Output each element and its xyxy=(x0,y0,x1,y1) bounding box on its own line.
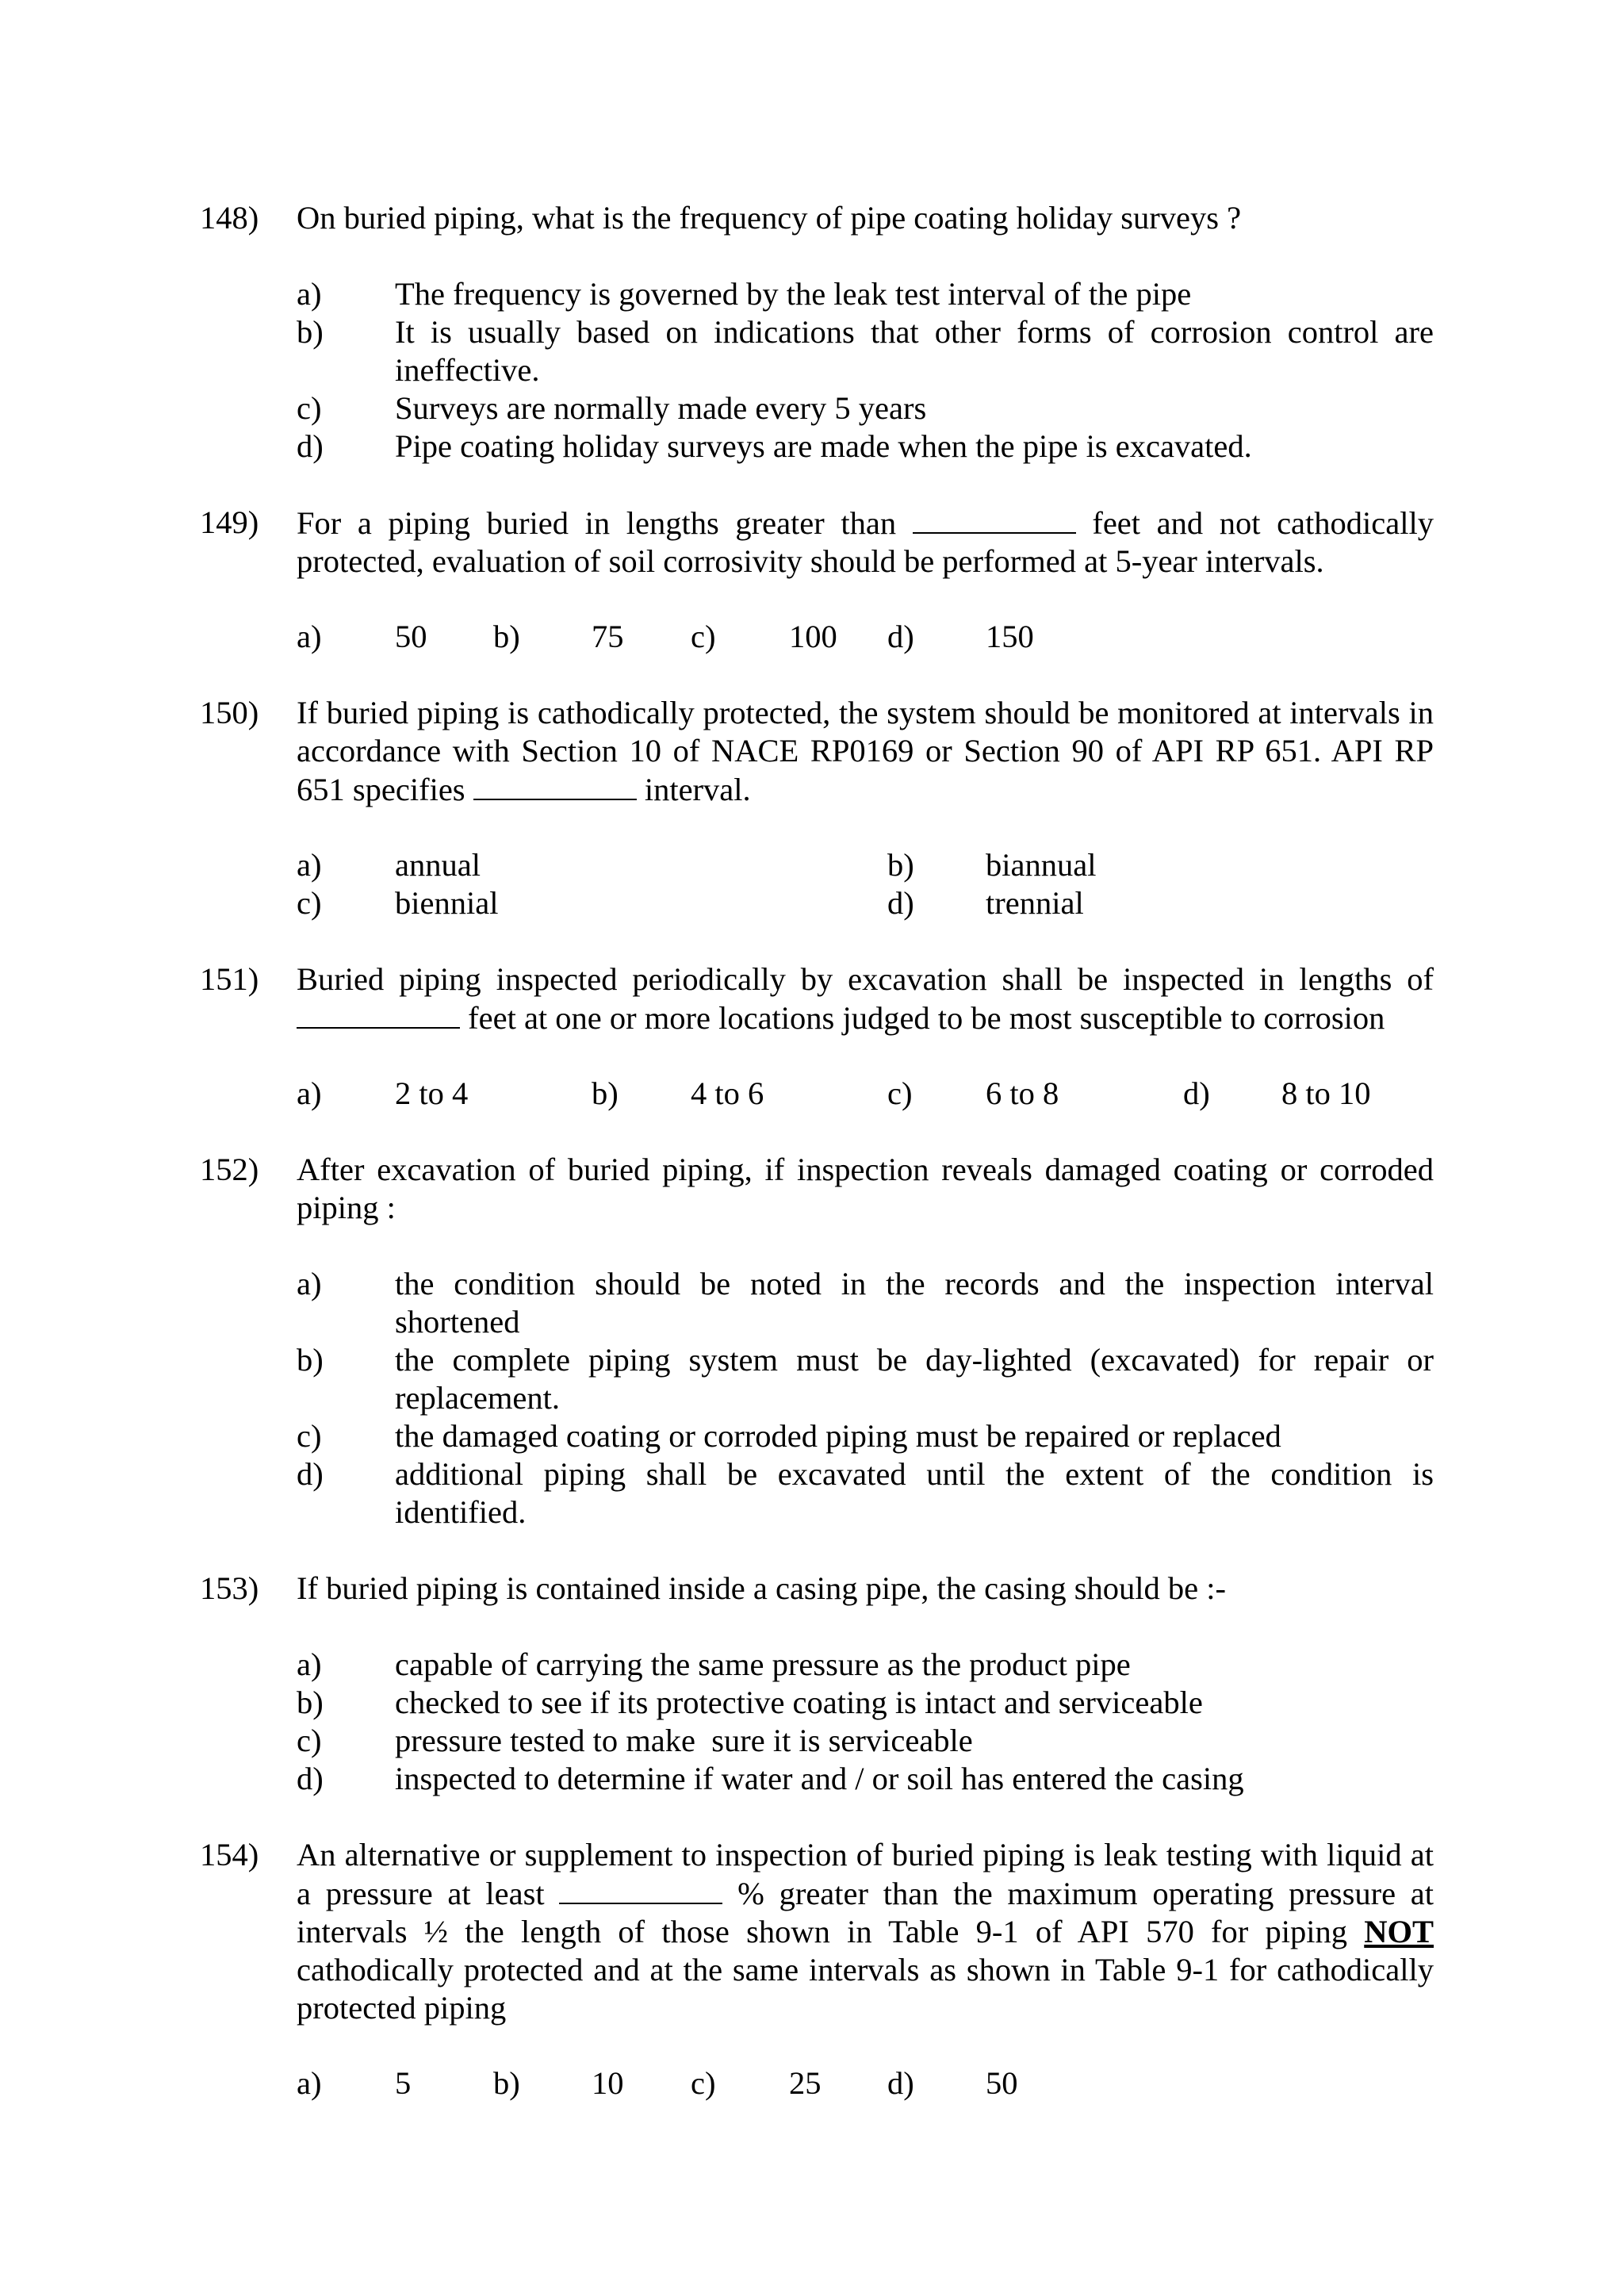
option-text: the condition should be noted in the records and the inspection interval shortened xyxy=(395,1266,1434,1340)
option-label: b) xyxy=(297,1685,324,1720)
option-text: It is usually based on indications that other forms of corrosion control are ineffective. xyxy=(395,314,1434,388)
option-text: Surveys are normally made every 5 years xyxy=(395,390,927,426)
emphasis-not: NOT xyxy=(1364,1914,1434,1949)
question-text: For a piping buried in lengths greater than feet and not cathodically protected, evaluation of soil corrosivity should be performed at 5-year intervals. xyxy=(297,505,1434,579)
option-label: d) xyxy=(297,428,324,464)
option-text: the damaged coating or corroded piping must be repaired or replaced xyxy=(395,1418,1281,1454)
option-text: checked to see if its protective coating is intact and serviceable xyxy=(395,1685,1203,1720)
question-text: Buried piping inspected periodically by excavation shall be inspected in lengths of feet at one or more locations judged to be most susceptible to corrosion xyxy=(297,961,1434,1036)
option-text: trennial xyxy=(986,885,1084,921)
option-label: c) xyxy=(297,885,322,921)
option-text: 75 xyxy=(592,619,624,654)
question-number: 153) xyxy=(200,1570,259,1606)
option-text: pressure tested to make sure it is serviceable xyxy=(395,1723,973,1758)
option-text: 25 xyxy=(789,2065,822,2101)
question-text: After excavation of buried piping, if inspection reveals damaged coating or corroded piping : xyxy=(297,1152,1434,1225)
option-label: a) xyxy=(297,1646,322,1682)
option-text: additional piping shall be excavated until the extent of the condition is identified. xyxy=(395,1456,1434,1530)
option-label: c) xyxy=(691,2065,716,2101)
question-number: 150) xyxy=(200,695,259,730)
option-label: b) xyxy=(592,1075,619,1111)
option-label: d) xyxy=(887,885,914,921)
question-text: On buried piping, what is the frequency of pipe coating holiday surveys ? xyxy=(297,200,1242,236)
option-text: 4 to 6 xyxy=(691,1075,764,1111)
answer-blank xyxy=(913,504,1076,534)
option-text: 6 to 8 xyxy=(986,1075,1059,1111)
option-label: d) xyxy=(1183,1075,1210,1111)
question-text: If buried piping is contained inside a casing pipe, the casing should be :- xyxy=(297,1570,1226,1606)
option-label: b) xyxy=(887,847,914,883)
question-number: 151) xyxy=(200,961,259,997)
question-number: 152) xyxy=(200,1152,259,1187)
option-text: 150 xyxy=(986,619,1034,654)
option-label: c) xyxy=(887,1075,913,1111)
option-text: Pipe coating holiday surveys are made when the pipe is excavated. xyxy=(395,428,1252,464)
option-label: a) xyxy=(297,2065,322,2101)
option-text: biennial xyxy=(395,885,499,921)
option-label: c) xyxy=(297,390,322,426)
question-text: If buried piping is cathodically protected, the system should be monitored at intervals in accordance with Section 10 of NACE RP0169 or Section 90 of API RP 651. API RP 651 specifies interval. xyxy=(297,695,1434,807)
answer-blank xyxy=(297,999,460,1029)
option-text: 100 xyxy=(789,619,837,654)
option-label: a) xyxy=(297,1075,322,1111)
option-text: biannual xyxy=(986,847,1097,883)
option-text: capable of carrying the same pressure as the product pipe xyxy=(395,1646,1131,1682)
option-text: inspected to determine if water and / or soil has entered the casing xyxy=(395,1761,1244,1796)
option-label: d) xyxy=(297,1456,324,1492)
question-text: An alternative or supplement to inspection of buried piping is leak testing with liquid at a pressure at least % greater than the maximum operating pressure at intervals ½ the length of those shown in Table 9-1 of API 570 for piping NOT cathodically protected and at the same intervals as shown in Table 9-1 for cathodically protected piping xyxy=(297,1837,1434,2026)
question-number: 149) xyxy=(200,504,259,540)
option-label: c) xyxy=(297,1723,322,1758)
option-label: c) xyxy=(691,619,716,654)
option-label: b) xyxy=(493,619,520,654)
option-label: c) xyxy=(297,1418,322,1454)
option-label: b) xyxy=(297,1342,324,1378)
option-label: d) xyxy=(297,1761,324,1796)
option-label: d) xyxy=(887,2065,914,2101)
answer-blank xyxy=(559,1874,722,1904)
option-label: d) xyxy=(887,619,914,654)
option-label: a) xyxy=(297,619,322,654)
question-number: 148) xyxy=(200,200,259,236)
option-label: a) xyxy=(297,847,322,883)
option-text: 5 xyxy=(395,2065,412,2101)
option-text: 2 to 4 xyxy=(395,1075,469,1111)
option-text: The frequency is governed by the leak test interval of the pipe xyxy=(395,276,1192,312)
question-number: 154) xyxy=(200,1837,259,1872)
option-label: a) xyxy=(297,1266,322,1301)
option-text: 50 xyxy=(986,2065,1018,2101)
option-text: the complete piping system must be day-lighted (excavated) for repair or replacement. xyxy=(395,1342,1434,1416)
option-text: 50 xyxy=(395,619,427,654)
option-label: b) xyxy=(297,314,324,350)
option-text: 8 to 10 xyxy=(1281,1075,1371,1111)
answer-blank xyxy=(473,770,637,800)
option-text: annual xyxy=(395,847,481,883)
option-label: a) xyxy=(297,276,322,312)
option-label: b) xyxy=(493,2065,520,2101)
option-text: 10 xyxy=(592,2065,624,2101)
